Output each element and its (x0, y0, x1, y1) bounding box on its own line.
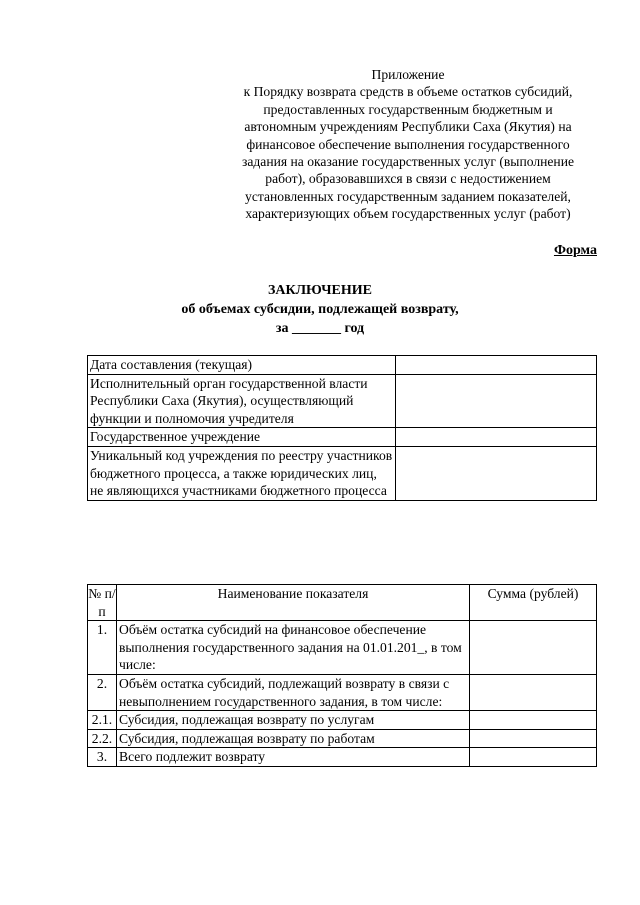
table-row (88, 621, 597, 675)
table-row (88, 356, 597, 375)
info-label-authority: Исполнительный орган государственной власти Республики Саха (Якутия), осуществляющий функции и полномочия учредителя (88, 374, 396, 428)
appendix-block (208, 66, 608, 223)
info-table (87, 355, 597, 501)
row-sum[interactable] (470, 711, 597, 730)
info-value-date[interactable] (396, 356, 597, 375)
info-value-authority[interactable] (396, 374, 597, 428)
info-label-code: Уникальный код учреждения по реестру участников бюджетного процесса, а также юридических лиц, не являющихся участниками бюджетного процесса (88, 446, 396, 500)
appendix-line: задания на оказание государственных услуг (выполнение (241, 154, 575, 170)
appendix-line: предоставленных государственным бюджетным и (263, 101, 553, 117)
info-value-code[interactable] (396, 446, 597, 500)
row-num: 2. (88, 674, 117, 710)
appendix-line: установленных государственным заданием показателей, (245, 188, 571, 204)
row-sum[interactable] (470, 729, 597, 748)
header-sum: Сумма (рублей) (470, 585, 597, 621)
title-subtitle: об объемах субсидии, подлежащей возврату, (181, 302, 459, 317)
indicator-table (87, 584, 597, 767)
info-value-institution[interactable] (396, 428, 597, 447)
row-name: Субсидия, подлежащая возврату по работам (117, 729, 470, 748)
appendix-line: к Порядку возврата средств в объеме остатков субсидий, (243, 84, 573, 100)
row-num: 3. (88, 748, 117, 767)
info-label-institution: Государственное учреждение (88, 428, 396, 447)
title-year: за _______ год (275, 321, 365, 336)
row-sum[interactable] (470, 674, 597, 710)
header-num: № п/п (88, 585, 117, 621)
appendix-line: характеризующих объем государственных услуг (работ) (245, 206, 571, 222)
appendix-line: автономным учреждениям Республики Саха (Якутия) на (244, 119, 572, 135)
table-header-row (88, 585, 597, 621)
table-row (88, 674, 597, 710)
info-label-date: Дата составления (текущая) (88, 356, 396, 375)
header-name: Наименование показателя (117, 585, 470, 621)
row-sum[interactable] (470, 621, 597, 675)
table-row (88, 428, 597, 447)
appendix-heading: Приложение (371, 67, 445, 82)
document-title (0, 281, 640, 338)
row-sum[interactable] (470, 748, 597, 767)
table-row (88, 729, 597, 748)
title-main: ЗАКЛЮЧЕНИЕ (267, 283, 373, 298)
appendix-line: работ), образовавшихся в связи с недостижением (265, 171, 551, 187)
form-label: Форма (553, 243, 597, 258)
row-num: 1. (88, 621, 117, 675)
row-name: Объём остатка субсидий на финансовое обеспечение выполнения государственного задания на 01.01.201_, в том числе: (117, 621, 470, 675)
row-num: 2.1. (88, 711, 117, 730)
appendix-line: финансовое обеспечение выполнения государственного (246, 136, 570, 152)
row-name: Всего подлежит возврату (117, 748, 470, 767)
row-name: Объём остатка субсидий, подлежащий возврату в связи с невыполнением государственного задания, в том числе: (117, 674, 470, 710)
row-name: Субсидия, подлежащая возврату по услугам (117, 711, 470, 730)
table-row (88, 446, 597, 500)
table-row (88, 374, 597, 428)
table-row (88, 748, 597, 767)
row-num: 2.2. (88, 729, 117, 748)
table-row (88, 711, 597, 730)
